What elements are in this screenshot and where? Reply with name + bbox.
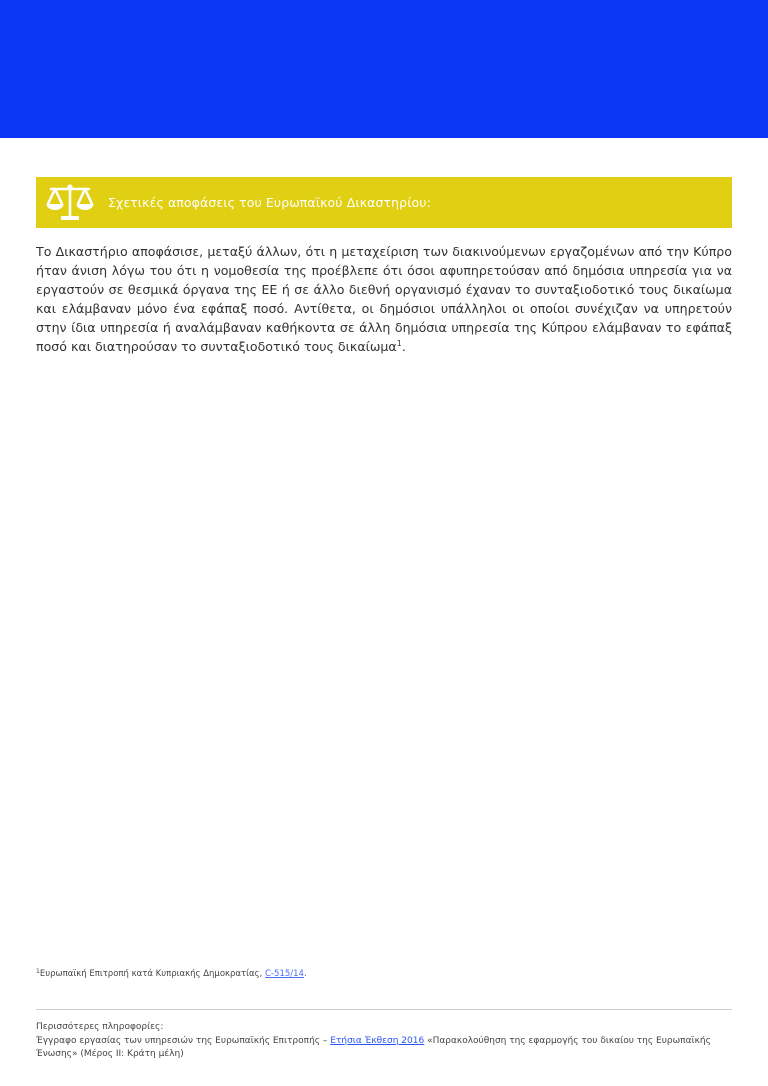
footnote-number: 1 [36,968,40,975]
footnote-end: . [303,969,307,979]
main-paragraph-text: Το Δικαστήριο αποφάσισε, μεταξύ άλλων, ότι η μεταχείριση των διακινούμενων εργαζομένων από την Κύπρο ήταν άνιση λόγω του ότι η νομοθεσία της προέβλεπε ότι όσοι αφυπηρετούσαν από δημόσια υπηρεσία για να εργαστούν σε θεσμικά όργανα της ΕΕ ή σε άλλο διεθνή οργανισμό έχαναν το συνταξιοδοτικό τους δικαίωμα και ελάμβαναν μόνο ένα εφάπαξ ποσό. Αντίθετα, οι δημόσιοι υπάλληλοι οι οποίοι συνέχιζαν να υπηρετούν στην ίδια υπηρεσία ή αναλάμβαναν καθήκοντα σε άλλη δημόσια υπηρεσία της Κύπρου ελάμβαναν το εφάπαξ ποσό και διατηρούσαν το συνταξιοδοτικό τους δικαίωμα [36,244,732,354]
banner-title: Σχετικές αποφάσεις του Ευρωπαϊκού Δικαστηρίου: [108,195,431,210]
main-paragraph: Το Δικαστήριο αποφάσισε, μεταξύ άλλων, ότι η μεταχείριση των διακινούμενων εργαζομένων από την Κύπρο ήταν άνιση λόγω του ότι η νομοθεσία της προέβλεπε ότι όσοι αφυπηρετούσαν από δημόσια υπηρεσία για να εργαστούν σε θεσμικά όργανα της ΕΕ ή σε άλλο διεθνή οργανισμό έχαναν το συνταξιοδοτικό τους δικαίωμα και ελάμβαναν μόνο ένα εφάπαξ ποσό. Αντίθετα, οι δημόσιοι υπάλληλοι οι οποίοι συνέχιζαν να υπηρετούν στην ίδια υπηρεσία ή αναλάμβαναν καθήκοντα σε άλλη δημόσια υπηρεσία της Κύπρου ελάμβαναν το εφάπαξ ποσό και διατηρούσαν το συνταξιοδοτικό τους δικαίωμα$^1$. [36,244,732,354]
case-link[interactable]: C-515/14 [265,969,304,979]
footer [36,1021,736,1062]
footer-divider [36,1009,732,1010]
footnote-text: Ευρωπαϊκή Επιτροπή κατά Κυπριακής Δημοκρατίας, [39,969,266,979]
section-banner [36,177,732,228]
header-band [0,0,768,138]
footer-source-text: Έγγραφο εργασίας των υπηρεσιών της Ευρωπαϊκής Επιτροπής – [36,1035,331,1046]
footer-heading: Περισσότερες πληροφορίες: [36,1022,164,1032]
footer-source [36,1035,736,1062]
footnote-reference[interactable]: 1 [396,339,402,348]
balance-scale-icon [42,177,98,228]
footnote [36,968,732,980]
annual-report-link[interactable]: Ετήσια Έκθεση 2016 [330,1035,425,1046]
footer-source-title: «Παρακολούθηση της εφαρμογής του δικαίου της Ευρωπαϊκής Ένωσης» (Μέρος II: Κράτη μέλη) [36,1035,711,1059]
